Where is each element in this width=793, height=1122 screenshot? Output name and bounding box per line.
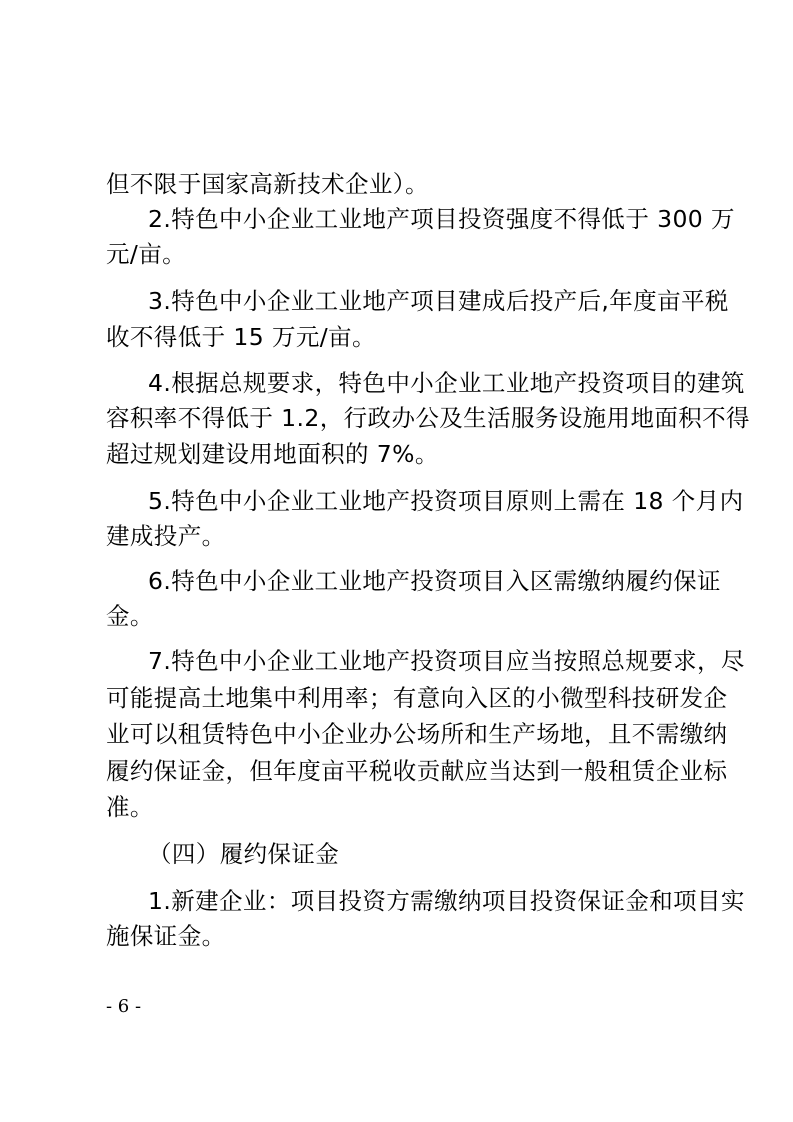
text-line: 7.特色中小企业工业地产投资项目应当按照总规要求，尽: [148, 647, 745, 675]
text-line: 2.特色中小企业工业地产项目投资强度不得低于 300 万: [148, 205, 735, 233]
text-line: 金。: [106, 602, 154, 630]
text-line: 4.根据总规要求，特色中小企业工业地产投资项目的建筑: [148, 369, 745, 397]
text-line: 可能提高土地集中利用率；有意向入区的小微型科技研发企: [106, 684, 728, 712]
text-line: 超过规划建设用地面积的 7%。: [106, 440, 439, 468]
text-line: 施保证金。: [106, 922, 226, 950]
text-line: 准。: [106, 793, 154, 821]
section-heading: （四）履约保证金: [148, 840, 340, 868]
text-line: 1.新建企业：项目投资方需缴纳项目投资保证金和项目实: [148, 887, 745, 915]
text-line: 容积率不得低于 1.2，行政办公及生活服务设施用地面积不得: [106, 404, 750, 432]
text-line: 6.特色中小企业工业地产投资项目入区需缴纳履约保证: [148, 567, 721, 595]
text-line: 元/亩。: [106, 240, 187, 268]
text-line: 3.特色中小企业工业地产项目建成后投产后,年度亩平税: [148, 287, 729, 315]
text-line: 5.特色中小企业工业地产投资项目原则上需在 18 个月内: [148, 487, 744, 515]
text-line: 但不限于国家高新技术企业）。: [106, 170, 429, 198]
text-line: 履约保证金，但年度亩平税收贡献应当达到一般租赁企业标: [106, 757, 728, 785]
text-line: 建成投产。: [106, 522, 226, 550]
text-line: 业可以租赁特色中小企业办公场所和生产场地，且不需缴纳: [106, 720, 728, 748]
text-line: 收不得低于 15 万元/亩。: [106, 323, 376, 351]
page-number: - 6 -: [106, 996, 142, 1017]
